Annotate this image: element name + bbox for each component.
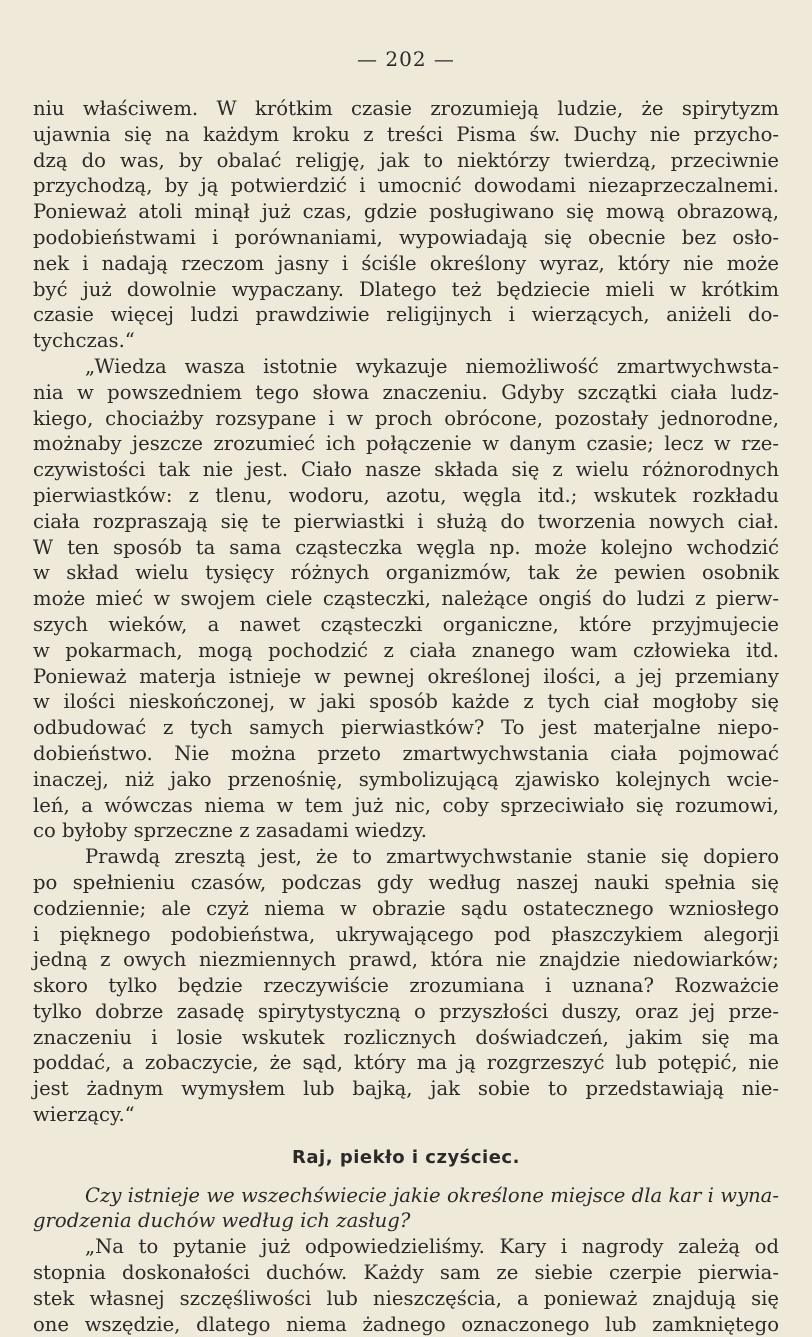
section-heading: Raj, piekło i czyściec. bbox=[292, 1146, 520, 1168]
text-line: stopnia doskonałości duchów. Każdy sam ze siebie czerpie pierwia- bbox=[33, 1261, 779, 1285]
text-line: ciała rozpraszają się te pierwiastki i służą do tworzenia nowych ciał. bbox=[33, 509, 779, 533]
text-line: „Na to pytanie już odpowiedzieliśmy. Kary i nagrody zależą od bbox=[85, 1235, 779, 1259]
question-paragraph bbox=[33, 1183, 779, 1235]
text-line: tylko dobrze zasadę spirytystyczną o przyszłości duszy, oraz jej prze- bbox=[33, 999, 779, 1023]
text-line: odbudować z tych samych pierwiastków? To jest materjalne niepo- bbox=[33, 716, 779, 740]
text-line: leń, a wówczas niema w tem już nic, coby sprzeciwiało się rozumowi, bbox=[33, 793, 779, 817]
text-line: ujawnia się na każdym kroku z treści Pisma św. Duchy nie przycho- bbox=[33, 122, 779, 146]
text-line: przychodzą, by ją potwierdzić i umocnić dowodami niezaprzeczalnemi. bbox=[33, 174, 779, 198]
page-number: — 202 — bbox=[357, 47, 455, 71]
text-line: stek własnej szczęśliwości lub nieszczęścia, a ponieważ znajdują się bbox=[33, 1286, 779, 1310]
text-line: Ponieważ atoli minął już czas, gdzie posługiwano się mową obrazową, bbox=[33, 200, 779, 224]
text-line: Czy istnieje we wszechświecie jakie określone miejsce dla kar i wyna- bbox=[85, 1183, 779, 1207]
text-line: szych wieków, a nawet cząsteczki organiczne, które przyjmujecie bbox=[33, 612, 779, 636]
text-line: one wszędzie, dlatego niema żadnego oznaczonego lub zamkniętego bbox=[33, 1312, 779, 1336]
text-line: czasie więcej ludzi prawdziwie religijnych i wierzących, aniżeli do- bbox=[33, 303, 779, 327]
page-body bbox=[33, 96, 779, 1337]
text-line: w pokarmach, mogą pochodzić z ciała znanego wam człowieka itd. bbox=[33, 638, 779, 662]
text-line: grodzenia duchów według ich zasług? bbox=[33, 1209, 411, 1233]
text-line: niu właściwem. W krótkim czasie zrozumieją ludzie, że spirytyzm bbox=[33, 97, 779, 120]
text-line: być już dowolnie wypaczany. Dlatego też będziecie mieli w krótkim bbox=[33, 277, 779, 301]
text-line: tychczas.“ bbox=[33, 329, 135, 353]
text-line: możnaby jeszcze zrozumieć ich połączenie w danym czasie; lecz w rze- bbox=[33, 432, 779, 456]
text-line: wierzący.“ bbox=[33, 1103, 135, 1127]
text-line: codziennie; ale czyż niema w obrazie sądu ostatecznego wzniosłego bbox=[33, 896, 779, 920]
text-line: i pięknego podobieństwa, ukrywającego pod płaszczykiem alegorji bbox=[33, 922, 779, 946]
text-line: czywistości tak nie jest. Ciało nasze składa się z wielu różnorodnych bbox=[33, 458, 779, 482]
text-line: po spełnieniu czasów, podczas gdy według naszej nauki spełnia się bbox=[33, 870, 779, 894]
text-line: Ponieważ materja istnieje w pewnej określonej ilości, a jej przemiany bbox=[33, 664, 779, 688]
text-line: nia w powszedniem tego słowa znaczeniu. Gdyby szczątki ciała ludz- bbox=[33, 380, 779, 404]
text-line: może mieć w swojem ciele cząsteczki, należące ongiś do ludzi z pierw- bbox=[33, 587, 779, 611]
text-line: kiego, chociażby rozsypane i w proch obrócone, pozostały jednorodne, bbox=[33, 406, 779, 430]
paragraph bbox=[33, 1234, 779, 1337]
text-line: co byłoby sprzeczne z zasadami wiedzy. bbox=[33, 819, 428, 843]
text-line: znaczeniu i losie wskutek rozlicznych doświadczeń, jakim się ma bbox=[33, 1025, 779, 1049]
text-line: „Wiedza wasza istotnie wykazuje niemożliwość zmartwychwsta- bbox=[85, 354, 779, 378]
text-line: inaczej, niż jako przenośnię, symbolizującą zjawisko kolejnych wcie- bbox=[33, 767, 779, 791]
text-line: pierwiastków: z tlenu, wodoru, azotu, węgla itd.; wskutek rozkładu bbox=[33, 483, 779, 507]
text-line: dzą do was, by obalać religję, jak to niektórzy twierdzą, przeciwnie bbox=[33, 148, 779, 172]
paragraph bbox=[33, 844, 779, 1128]
text-line: w ilości nieskończonej, w jaki sposób każde z tych ciał mogłoby się bbox=[33, 690, 779, 714]
text-line: podobieństwami i porównaniami, wypowiadają się obecnie bez osło- bbox=[33, 225, 779, 249]
text-line: W ten sposób ta sama cząsteczka węgla np. może kolejno wchodzić bbox=[33, 535, 779, 559]
text-line: dobieństwo. Nie można przeto zmartwychwstania ciała pojmować bbox=[33, 741, 779, 765]
text-line: jest żadnym wymysłem lub bajką, jak sobie to przedstawiają nie- bbox=[33, 1077, 779, 1101]
paragraph bbox=[33, 96, 779, 354]
text-line: w skład wielu tysięcy różnych organizmów, tak że pewien osobnik bbox=[33, 561, 779, 585]
text-line: Prawdą zresztą jest, że to zmartwychwstanie stanie się dopiero bbox=[85, 845, 779, 869]
text-line: nek i nadają rzeczom jasny i ściśle określony wyraz, który nie może bbox=[33, 251, 779, 275]
text-line: poddać, a zobaczycie, że sąd, który ma ją rozgrzeszyć lub potępić, nie bbox=[33, 1051, 779, 1075]
text-line: skoro tylko będzie rzeczywiście zrozumiana i uznana? Rozważcie bbox=[33, 974, 779, 998]
text-line: jedną z owych niezmiennych prawd, która nie znajdzie niedowiarków; bbox=[33, 948, 779, 972]
paragraph bbox=[33, 354, 779, 844]
